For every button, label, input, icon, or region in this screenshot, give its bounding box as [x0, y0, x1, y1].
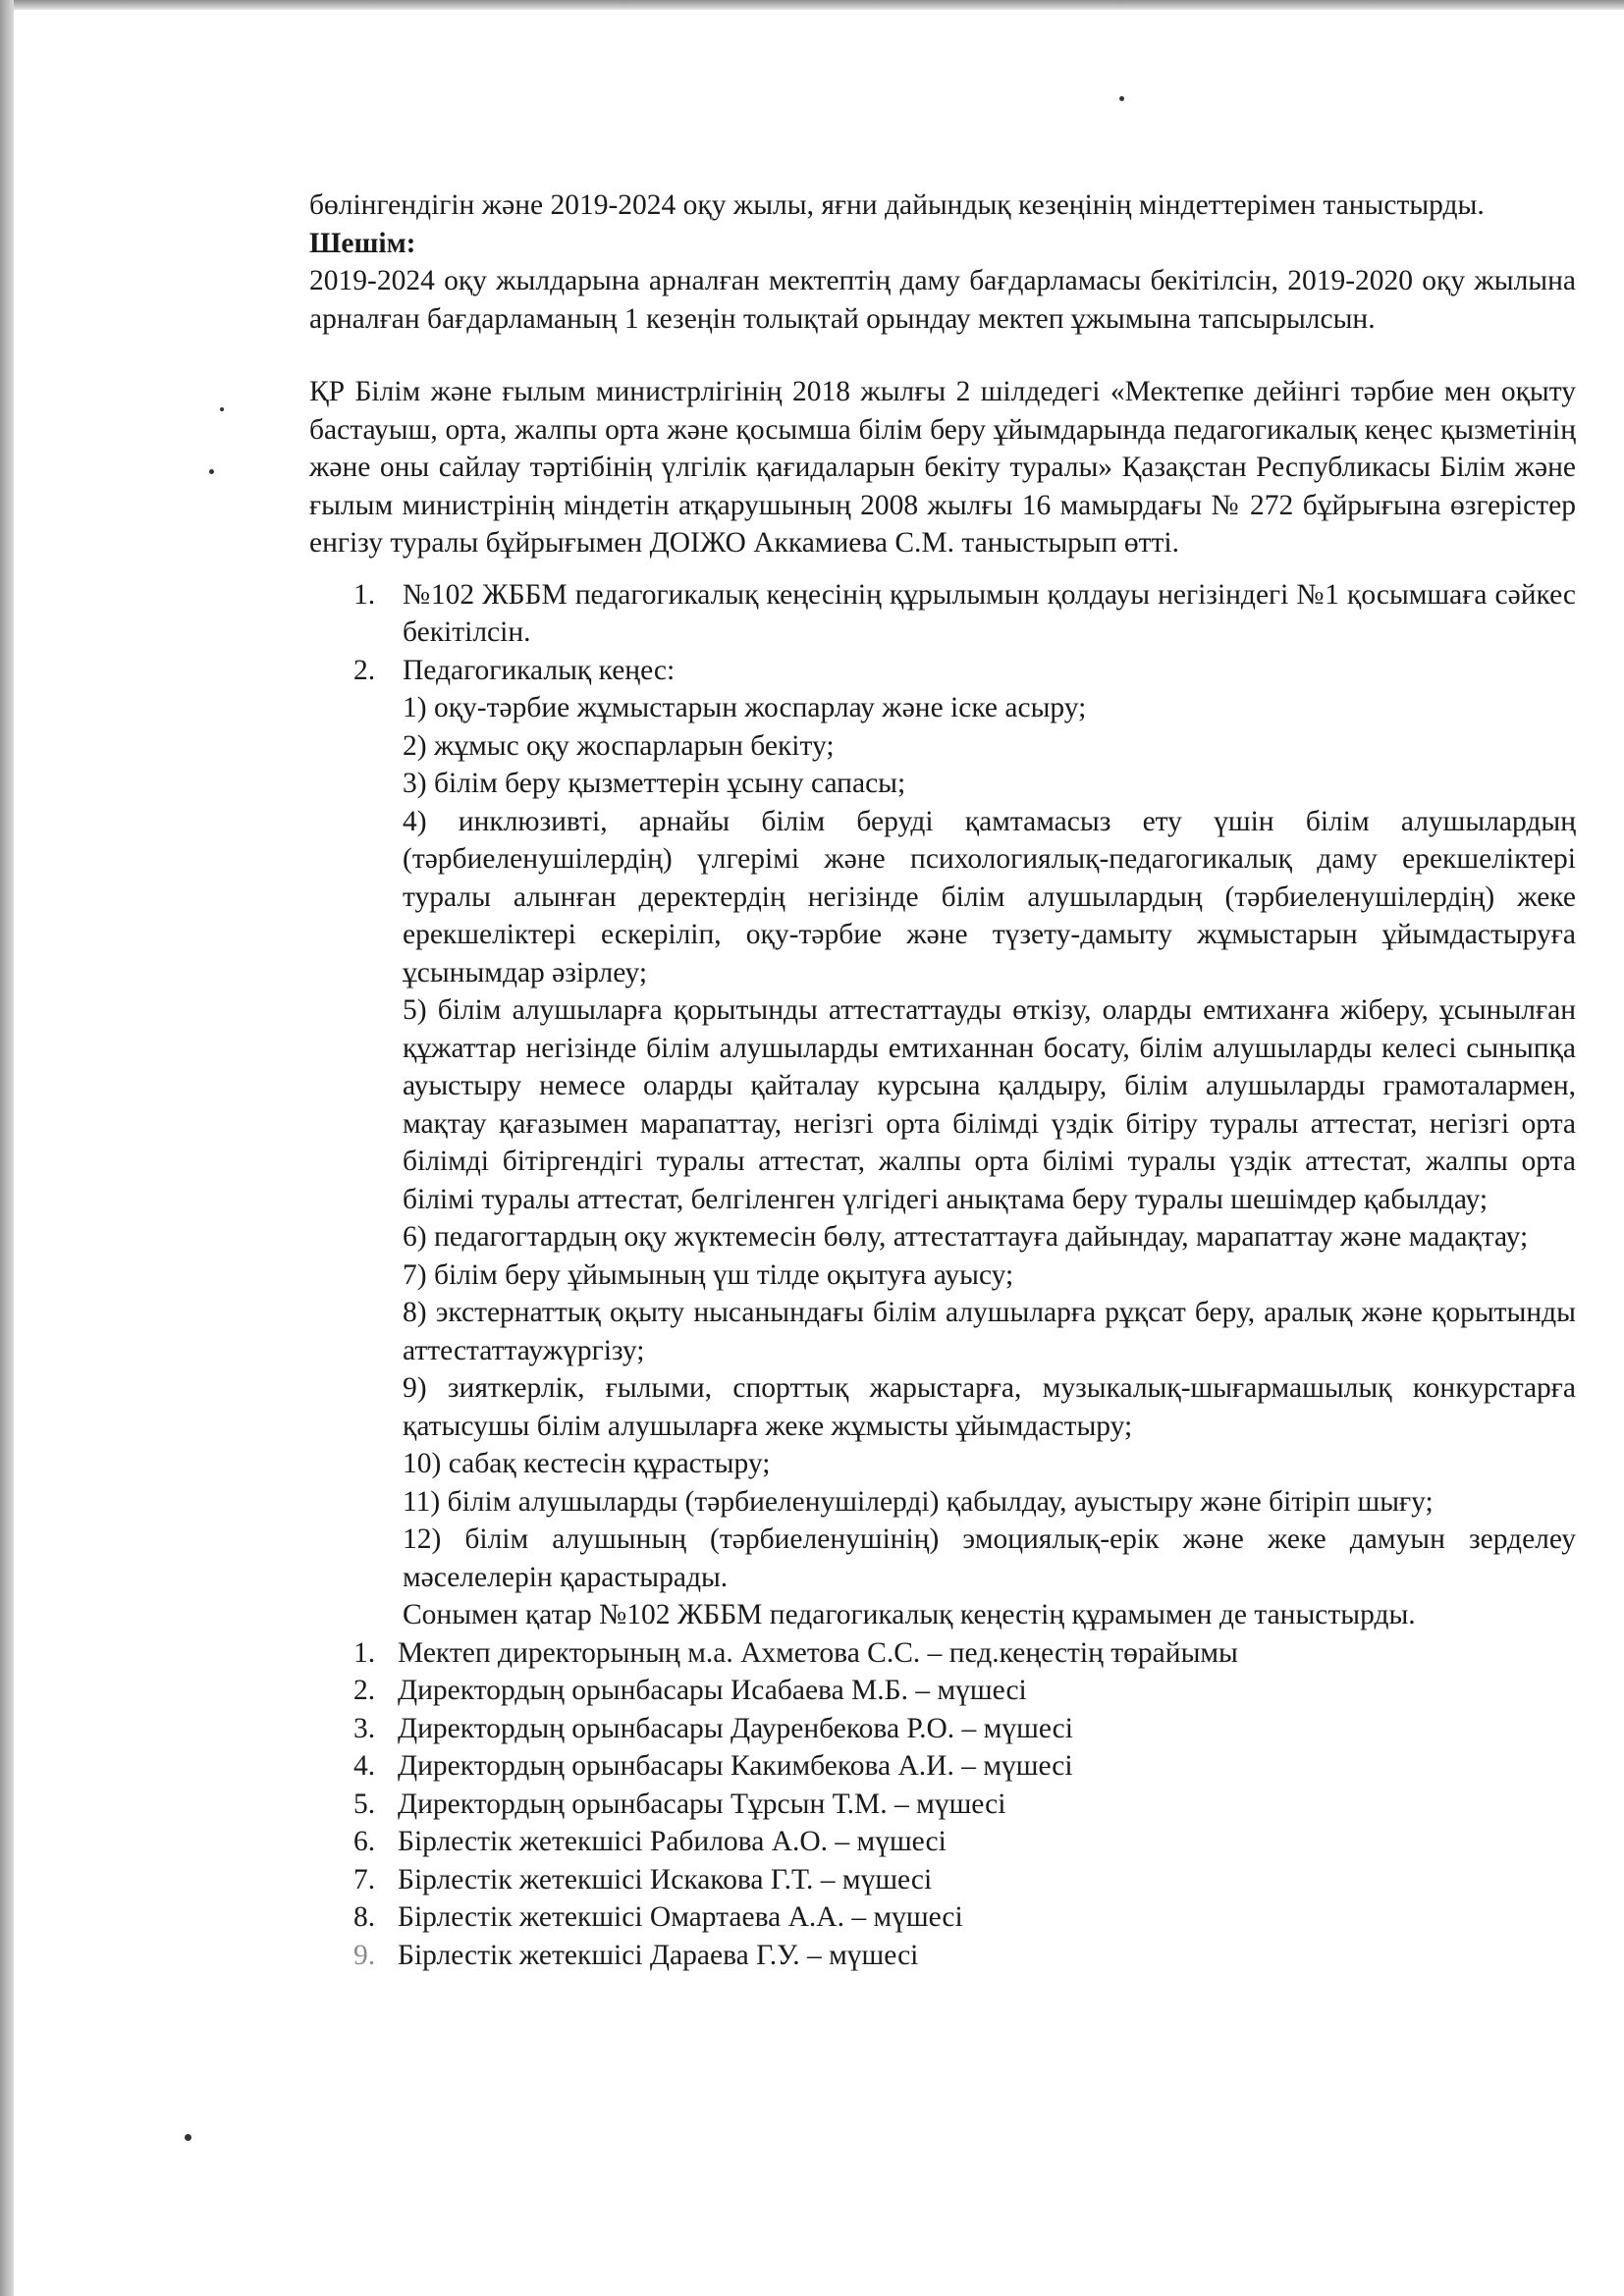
member-item	[353, 1937, 1576, 1975]
duty-item: 5) білім алушыларға қорытынды аттестаттауды өткізу, оларды емтиханға жіберу, ұсынылған құжаттар негізінде білім алушыларды емтиханнан босату, білім алушыларды келесі сыныпқа ауыстыру немесе оларды қайталау курсына қалдыру, білім алушыларды грамоталармен, мақтау қағазымен марапаттау, негізгі орта білімді үздік бітіру туралы аттестат, негізгі орта білімді бітіргендігі туралы аттестат, жалпы орта білімі туралы үздік аттестат, жалпы орта білімі туралы аттестат, белгіленген үлгідегі анықтама беру туралы шешімдер қабылдау;	[403, 994, 1576, 1215]
duty-item: 7) білім беру ұйымының үш тілде оқытуға ауысу;	[403, 1258, 1014, 1291]
member-item	[353, 1634, 1576, 1673]
member-item	[353, 1710, 1576, 1748]
member-text: Директордың орынбасары Какимбекова А.И. – мүшесі	[398, 1750, 1073, 1782]
member-text: Мектеп директорының м.а. Ахметова С.С. – пед.кеңестің төрайымы	[398, 1636, 1238, 1669]
decision-heading: Шешім:	[309, 227, 416, 259]
duty-item: 12) білім алушының (тәрбиеленушінің) эмоциялық-ерік және жеке дамуын зерделеу мәселелерін қарастырады.	[403, 1523, 1576, 1593]
duty-item: 4) инклюзивті, арнайы білім беруді қамтамасыз ету үшін білім алушылардың (тәрбиеленушілердің) үлгерімі және психологиялық-педагогикалық даму ерекшеліктері туралы алынған деректердің негізінде білім алушылардың (тәрбиеленушілердің) жеке ерекшеліктері ескеріліп, оқу-тәрбие және түзету-дамыту жұмыстарын ұйымдастыруға ұсынымдар әзірлеу;	[403, 805, 1576, 988]
member-text: Бірлестік жетекшісі Искакова Г.Т. – мүшесі	[398, 1863, 933, 1896]
member-text: Бірлестік жетекшісі Рабилова А.О. – мүшесі	[398, 1826, 947, 1857]
member-number: 5.	[353, 1788, 376, 1820]
member-item	[353, 1747, 1576, 1786]
duty-item: 10) сабақ кестесін құрастыру;	[403, 1448, 771, 1479]
decision-list	[309, 576, 1576, 690]
decision-item	[309, 576, 1576, 652]
duty-item: 3) білім беру қызметтерін ұсыну сапасы;	[403, 768, 906, 799]
member-number: 6.	[353, 1826, 376, 1857]
duty-item: 6) педагогтардың оқу жүктемесін бөлу, аттестаттауға дайындау, марапаттау және мадақтау;	[403, 1221, 1529, 1253]
member-text: Директордың орынбасары Исабаева М.Б. – мүшесі	[398, 1675, 1027, 1706]
member-number: 9.	[353, 1939, 376, 1971]
item-text: Педагогикалық кеңес:	[403, 654, 676, 686]
decision-item	[309, 652, 1576, 690]
spacer	[309, 338, 1576, 373]
members-list	[353, 1634, 1576, 1975]
scan-edge-top	[0, 0, 1624, 10]
duty-item: 11) білім алушыларды (тәрбиеленушілерді) қабылдау, ауыстыру және бітіріп шығу;	[403, 1485, 1434, 1518]
member-item	[353, 1786, 1576, 1824]
scan-speck	[185, 2134, 191, 2141]
member-text: Директордың орынбасары Дауренбекова Р.О. – мүшесі	[398, 1712, 1073, 1744]
member-text: Бірлестік жетекшісі Дараева Г.У. – мүшесі	[398, 1939, 919, 1971]
member-number: 2.	[353, 1675, 376, 1706]
council-duties-list	[309, 689, 1576, 1634]
composition-intro: Сонымен қатар №102 ЖББМ педагогикалық кеңестің құрамымен де таныстырды.	[403, 1599, 1416, 1630]
spacer	[309, 562, 1576, 576]
duty-item: 1) оқу-тәрбие жұмыстарын жоспарлау және іске асыру;	[403, 692, 1087, 723]
duty-item: 8) экстернаттық оқыту нысанындағы білім алушыларға рұқсат беру, аралық және қорытынды аттестаттаужүргізу;	[403, 1297, 1576, 1366]
scan-speck	[220, 407, 224, 411]
member-number: 8.	[353, 1901, 376, 1933]
member-number: 7.	[353, 1863, 376, 1896]
duty-item: 2) жұмыс оқу жоспарларын бекіту;	[403, 729, 835, 762]
member-number: 1.	[353, 1636, 376, 1669]
member-item	[353, 1898, 1576, 1937]
member-item	[353, 1672, 1576, 1710]
item-number: 2.	[353, 654, 376, 686]
item-number: 1.	[353, 578, 376, 611]
member-item	[353, 1861, 1576, 1899]
member-number: 3.	[353, 1712, 376, 1744]
scan-speck	[209, 469, 214, 474]
intro-paragraph: бөлінгендігін және 2019-2024 оқу жылы, яғни дайындық кезеңінің міндеттерімен таныстырды.	[309, 189, 1485, 221]
member-item	[353, 1823, 1576, 1861]
scan-speck	[1119, 96, 1124, 101]
decision-text: 2019-2024 оқу жылдарына арналған мектептің даму бағдарламасы бекітілсін, 2019-2020 оқу жылына арналған бағдарламаның 1 кезеңін толықтай орындау мектеп ұжымына тапсырылсын.	[309, 265, 1576, 335]
members-block	[309, 1634, 1576, 1975]
ministry-paragraph: ҚР Білім және ғылым министрлігінің 2018 жылғы 2 шілдедегі «Мектепке дейінгі тәрбие мен оқыту бастауыш, орта, жалпы орта және қосымша білім беру ұйымдарында педагогикалық кеңес қызметінің және оны сайлау тәртібінің үлгілік қағидаларын бекіту туралы» Қазақстан Республикасы Білім және ғылым министрінің міндетін атқарушының 2008 жылғы 16 мамырдағы № 272 бұйрығына өзгерістер енгізу туралы бұйрығымен ДОІЖО Аккамиева С.М. таныстырып өтті.	[309, 376, 1576, 559]
member-text: Директордың орынбасары Тұрсын Т.М. – мүшесі	[398, 1788, 1006, 1820]
item-text: №102 ЖББМ педагогикалық кеңесінің құрылымын қолдауы негізіндегі №1 қосымшаға сәйкес бекітілсін.	[403, 578, 1576, 648]
scan-edge-left	[0, 0, 14, 2296]
duty-item: 9) зияткерлік, ғылыми, спорттық жарыстарға, музыкалық-шығармашылық конкурстарға қатысушы білім алушыларға жеке жұмысты ұйымдастыру;	[403, 1372, 1576, 1442]
document-page	[309, 187, 1576, 1974]
member-text: Бірлестік жетекшісі Омартаева А.А. – мүшесі	[398, 1901, 963, 1933]
member-number: 4.	[353, 1750, 376, 1782]
